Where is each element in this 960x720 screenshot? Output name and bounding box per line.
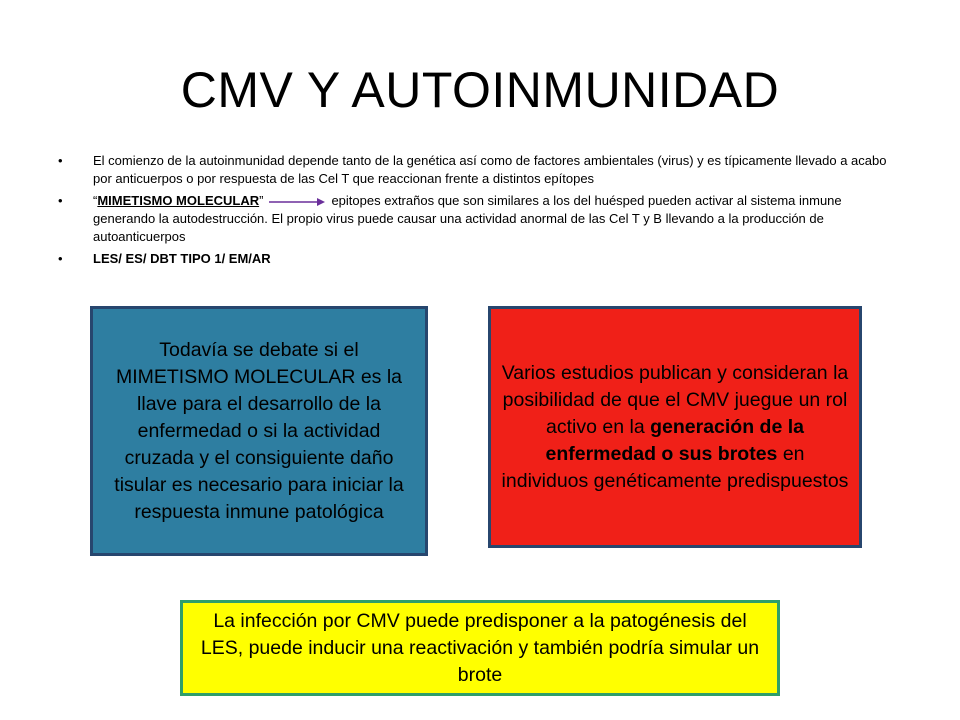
- cmv-studies-box: [488, 306, 862, 548]
- bullet-item: [58, 250, 888, 268]
- cmv-studies-text-bold: generación de la enfermedad o sus brotes: [545, 415, 804, 465]
- close-quote: ”: [259, 193, 264, 208]
- bullet-item: [58, 152, 888, 188]
- mimetismo-molecular-term: MIMETISMO MOLECULAR: [97, 193, 260, 208]
- cmv-les-box: [180, 600, 780, 696]
- cmv-studies-text: [501, 360, 849, 495]
- bullet-list: [58, 152, 888, 272]
- bullet-item: [58, 192, 888, 246]
- molecular-mimicry-box: [90, 306, 428, 556]
- disease-list: LES/ ES/ DBT TIPO 1/ EM/AR: [93, 251, 271, 266]
- bullet-dot-icon: •: [58, 251, 63, 266]
- open-quote: “: [93, 193, 98, 208]
- bullet-text: El comienzo de la autoinmunidad depende tanto de la genética así como de factores ambientales (virus) y es típicamente llevado a acabo por anticuerpos o por respuesta de las Cel T que reaccionan frente a distintos epítopes: [93, 153, 887, 186]
- bullet-dot-icon: •: [58, 153, 63, 168]
- bullet-dot-icon: •: [58, 193, 63, 208]
- cmv-studies-text-post: en individuos genéticamente predispuestos: [501, 442, 849, 492]
- slide-title: CMV Y AUTOINMUNIDAD: [180, 62, 780, 118]
- bullet-text: epitopes extraños que son similares a los del huésped pueden activar al sistema inmune generando la autodestrucción. El propio virus puede causar una actividad anormal de las Cel T y B llevando a la producción de autoanticuerpos: [93, 193, 842, 244]
- molecular-mimicry-text: Todavía se debate si el MIMETISMO MOLECULAR es la llave para el desarrollo de la enfermedad o si la actividad cruzada y el consiguiente daño tisular es necesario para iniciar la respuesta inmune patológica: [114, 338, 404, 523]
- cmv-les-text: La infección por CMV puede predisponer a la patogénesis del LES, puede inducir una reactivación y también podría simular un brote: [200, 609, 760, 686]
- cmv-studies-text-pre: Varios estudios publican y consideran la posibilidad de que el CMV juegue un rol activo en la: [501, 361, 849, 438]
- right-arrow-icon: [267, 196, 327, 208]
